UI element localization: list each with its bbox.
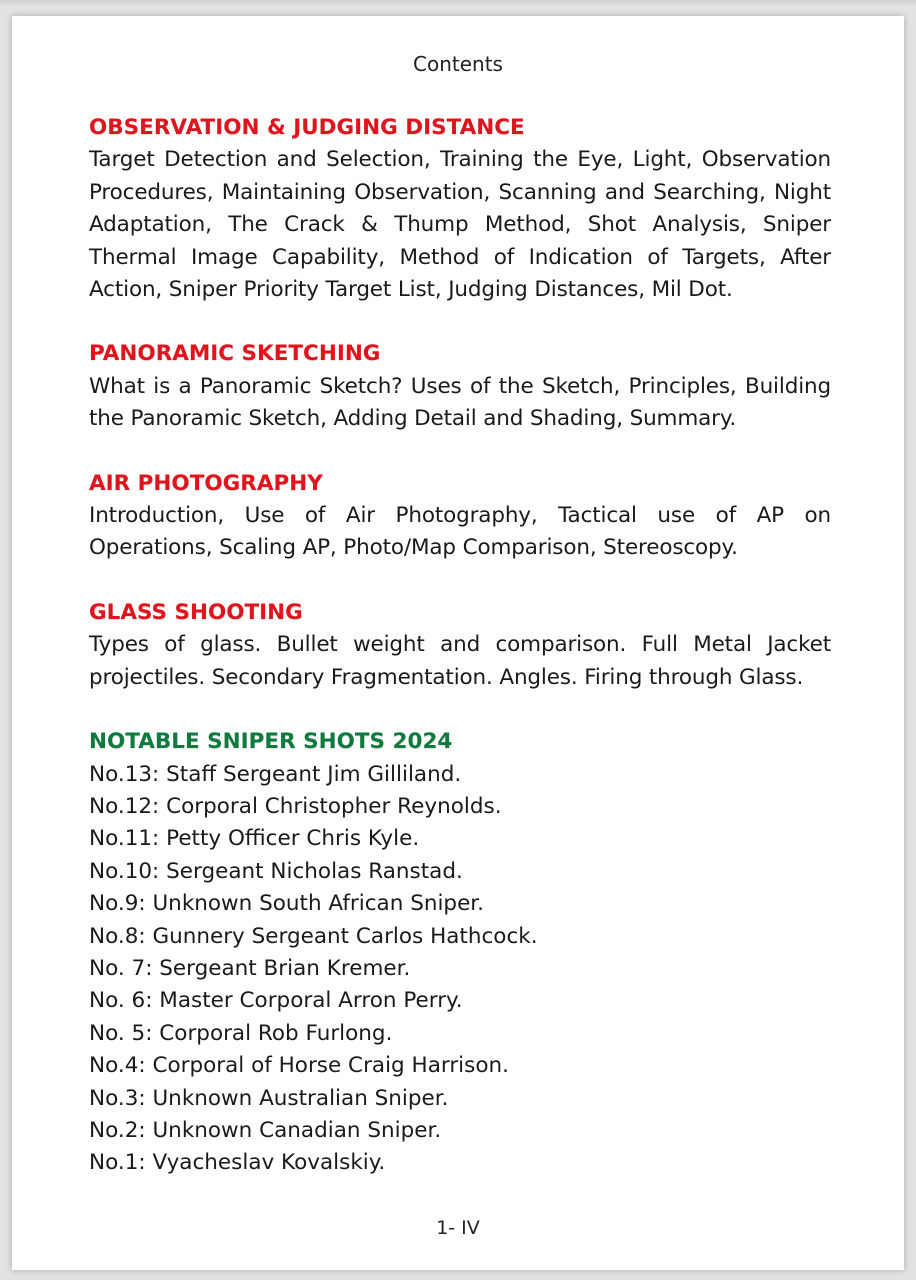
list-item: No.11: Petty Officer Chris Kyle. [89,826,420,852]
list-item: No.12: Corporal Christopher Reynolds. [89,793,502,819]
list-item: No.3: Unknown Australian Sniper. [89,1085,449,1111]
shot-list [89,759,831,1180]
list-item: No.10: Sergeant Nicholas Ranstad. [89,858,463,884]
list-item: No.4: Corporal of Horse Craig Harrison. [89,1053,509,1079]
list-item: No. 5: Corporal Rob Furlong. [89,1020,393,1046]
section-notable-sniper-shots [89,726,831,1180]
page-number: 1- IV [436,1217,480,1239]
section-heading: AIR PHOTOGRAPHY [89,470,323,496]
section-observation [89,112,831,306]
section-air-photography [89,468,831,565]
list-item: No. 7: Sergeant Brian Kremer. [89,955,411,981]
section-heading: NOTABLE SNIPER SHOTS 2024 [89,729,453,755]
list-item: No.8: Gunnery Sergeant Carlos Hathcock. [89,923,538,949]
list-item: No.2: Unknown Canadian Sniper. [89,1117,442,1143]
section-text: Types of glass. Bullet weight and comparison. Full Metal Jacket projectiles. Secondary Fragmentation. Angles. Firing through Glass. [89,632,831,690]
section-text: Target Detection and Selection, Training the Eye, Light, Observation Procedures, Maintaining Observation, Scanning and Searching, Night Adaptation, The Crack & Thump Method, Shot Analysis, Sniper Thermal Image Capability, Method of Indication of Targets, After Action, Sniper Priority Target List, Judging Distances, Mil Dot. [89,147,831,303]
list-item: No.13: Staff Sergeant Jim Gilliland. [89,761,462,787]
section-panoramic-sketching [89,338,831,435]
list-item: No.1: Vyacheslav Kovalskiy. [89,1150,386,1176]
section-text: Introduction, Use of Air Photography, Tactical use of AP on Operations, Scaling AP, Photo/Map Comparison, Stereoscopy. [89,503,831,561]
list-item: No. 6: Master Corporal Arron Perry. [89,988,463,1014]
section-heading: OBSERVATION & JUDGING DISTANCE [89,115,525,140]
document-page [12,16,904,1270]
list-item: No.9: Unknown South African Sniper. [89,891,485,917]
section-text: What is a Panoramic Sketch? Uses of the Sketch, Principles, Building the Panoramic Sketch, Adding Detail and Shading, Summary. [89,373,831,432]
contents-body [89,112,831,1180]
section-heading: PANORAMIC SKETCHING [89,341,381,367]
page-title: Contents [413,52,503,76]
section-glass-shooting [89,597,831,694]
section-heading: GLASS SHOOTING [89,599,303,625]
